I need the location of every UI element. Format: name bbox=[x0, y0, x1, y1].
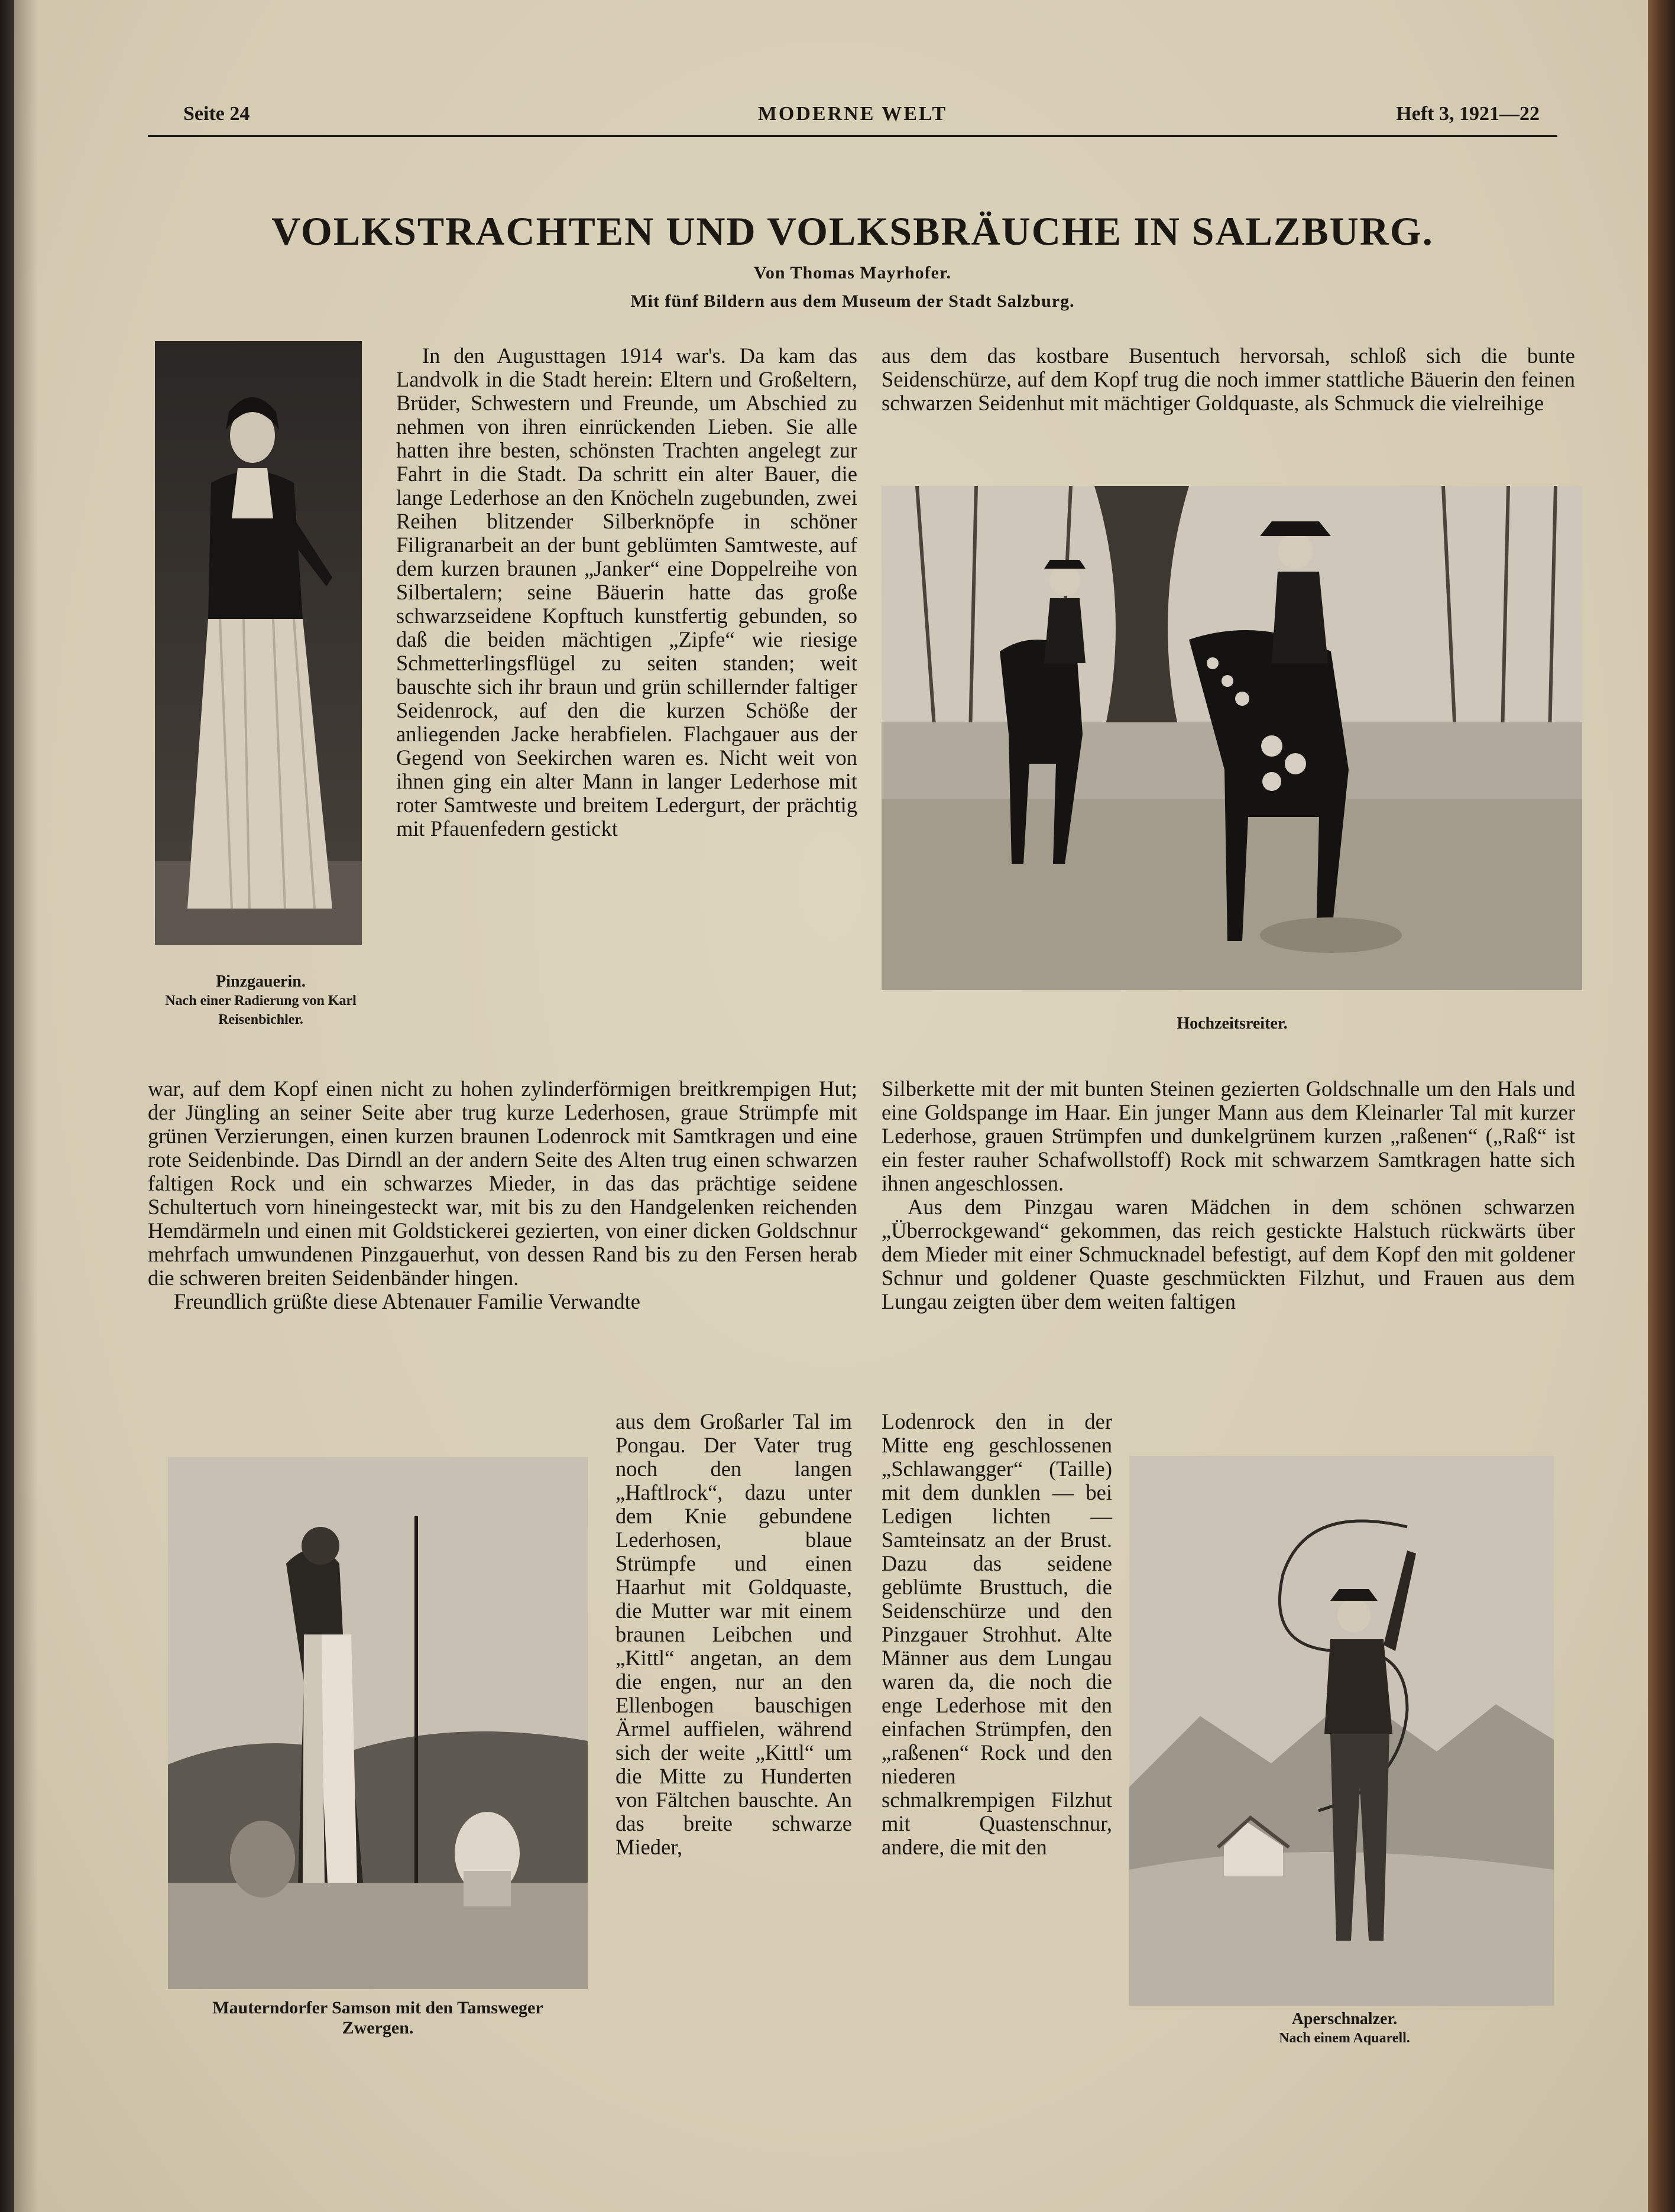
text-col-right-narrow bbox=[882, 1410, 1112, 1859]
page-edge bbox=[1648, 0, 1675, 2212]
page-gutter-shadow bbox=[14, 0, 38, 2212]
text-col-mid-narrow bbox=[615, 1410, 852, 1859]
paragraph: In den Augusttagen 1914 war's. Da kam das Landvolk in die Stadt herein: Eltern und Großeltern, Brüder, Schwestern und Freunde, um Abschied zu nehmen von ihren einrückenden Lieben. Sie alle hatten ihre besten, schönsten Trachten angelegt zur Fahrt in die Stadt. Da schritt ein alter Bauer, die lange Lederhose an den Knöcheln zugebunden, zwei Reihen blitzender Silberknöpfe in schöner Filigranarbeit an der bunt geblümten Samtweste, auf dem kurzen braunen „Janker“ eine Doppelreihe von Silbertalern; seine Bäuerin hatte das große schwarzseidene Kopftuch kunstfertig gebunden, so daß die beiden mächtigen „Zipfe“ wie riesige Schmetterlingsflügel zu seiten standen; weit bauschte sich ihr braun und grün schillernder faltiger Seidenrock, auf den die kurzen Schöße der anliegenden Jacke herabfielen. Flachgauer aus der Gegend von Seekirchen waren es. Nicht weit von ihnen ging ein alter Mann in langer Lederhose mit roter Samtweste und breitem Ledergurt, der prächtig mit Pfauenfedern gestickt bbox=[396, 343, 857, 841]
figure-aperschnalzer-caption bbox=[1185, 2010, 1504, 2048]
paragraph: Silberkette mit der mit bunten Steinen gezierten Goldschnalle um den Hals und eine Goldspange im Haar. Ein junger Mann aus dem Kleinarler Tal mit kurzer Lederhose, grauen Strümpfen und dunkelgrünem kurzen „raßenen“ („Raß“ ist ein fester rauher Schafwollstoff) Rock mit schwarzem Samtkragen hatte sich ihnen angeschlossen. bbox=[882, 1076, 1575, 1195]
caption-credit: Nach einer Radierung von Karl Reisenbichler. bbox=[165, 993, 357, 1027]
article-byline: Von Thomas Mayrhofer. bbox=[753, 263, 952, 283]
page-number: Seite 24 bbox=[183, 103, 250, 125]
caption-credit: Nach einem Aquarell. bbox=[1279, 2031, 1410, 2046]
paragraph: Freundlich grüßte diese Abtenauer Familie Verwandte bbox=[174, 1289, 640, 1313]
figure-hochzeitsreiter-image bbox=[882, 486, 1582, 990]
issue-label: Heft 3, 1921—22 bbox=[1396, 103, 1540, 125]
caption-title: Mauterndorfer Samson mit den Tamsweger Zwergen. bbox=[212, 1998, 543, 2038]
magazine-name: MODERNE WELT bbox=[757, 103, 948, 125]
caption-title: Hochzeitsreiter. bbox=[1177, 1014, 1288, 1033]
paragraph: aus dem das kostbare Busentuch hervorsah, schloß sich die bunte Seidenschürze, auf dem Kopf trug die noch immer stattliche Bäuerin den feinen schwarzen Seidenhut mit mächtiger Goldquaste, als Schmuck die vielreihige bbox=[882, 343, 1575, 415]
book-spine bbox=[0, 0, 14, 2212]
paragraph: aus dem Großarler Tal im Pongau. Der Vater trug noch den langen „Haftlrock“, dazu unter dem Knie gebundene Lederhosen, blaue Strümpfe und einen Haarhut mit Goldquaste, die Mutter war mit einem braunen Leibchen und „Kittl“ angetan, an dem die engen, nur an den Ellenbogen bauschigen Ärmel auffielen, während sich der weite „Kittl“ um die Mitte zu Hunderten von Fältchen bauschte. An das breite schwarze Mieder, bbox=[615, 1409, 852, 1859]
caption-title: Pinzgauerin. bbox=[216, 972, 306, 991]
article-title: VOLKSTRACHTEN UND VOLKSBRÄUCHE IN SALZBURG. bbox=[271, 209, 1434, 254]
figure-pinzgauerin-caption bbox=[145, 972, 376, 1029]
figure-hochzeitsreiter-caption bbox=[1090, 1014, 1374, 1033]
text-col-right-mid bbox=[882, 1077, 1575, 1313]
paragraph: Aus dem Pinzgau waren Mädchen in dem schönen schwarzen „Überrockgewand“ gekommen, das reich gestickte Halstuch rückwärts über dem Mieder mit einer Schmucknadel befestigt, auf dem Kopf den mit goldener Schnur und goldener Quaste geschmückten Filzhut, und Frauen aus dem Lungau zeigten über dem weiten faltigen bbox=[882, 1195, 1575, 1313]
figure-aperschnalzer-image bbox=[1129, 1456, 1554, 2006]
text-col-right-top bbox=[882, 344, 1575, 415]
text-col-mid-top bbox=[396, 344, 857, 841]
paragraph: Lodenrock den in der Mitte eng geschlossenen „Schlawangger“ (Taille) mit dem dunklen — bei Ledigen lichten — Samteinsatz an der Brust. Dazu das seidene geblümte Brusttuch, die Seidenschürze und den Pinzgauer Strohhut. Alte Männer aus dem Lungau waren da, die noch die enge Lederhose mit den einfachen Strümpfen, den „raßenen“ Rock und den niederen schmalkrempigen Filzhut mit Quastenschnur, andere, die mit den bbox=[882, 1409, 1112, 1859]
caption-title: Aperschnalzer. bbox=[1291, 2010, 1398, 2028]
paragraph: war, auf dem Kopf einen nicht zu hohen zylinderförmigen breitkrempigen Hut; der Jüngling an seiner Seite aber trug kurze Lederhosen, graue Strümpfe mit grünen Verzierungen, einen kurzen braunen Lodenrock mit Samtkragen und eine rote Seidenbinde. Das Dirndl an der andern Seite des Alten trug einen schwarzen faltigen Rock und ein schwarzes Mieder, in das das prächtige seidene Schultertuch vorn hineingesteckt war, mit bis zu den Handgelenken reichenden Hemdärmeln und einen mit Goldstickerei gezierten, von einer dicken Goldschnur mehrfach umwundenen Pinzgauerhut, von dessen Rand bis zu den Fersen herab die schweren breiten Seidenbänder hingen. bbox=[148, 1076, 857, 1290]
text-col-left-wide bbox=[148, 1077, 857, 1313]
article-subline: Mit fünf Bildern aus dem Museum der Stadt Salzburg. bbox=[630, 291, 1075, 311]
figure-samson-image bbox=[168, 1457, 588, 1989]
figure-pinzgauerin-image bbox=[155, 341, 362, 945]
running-head bbox=[148, 99, 1557, 137]
magazine-page bbox=[14, 0, 1648, 2212]
figure-samson-caption bbox=[192, 1998, 564, 2038]
